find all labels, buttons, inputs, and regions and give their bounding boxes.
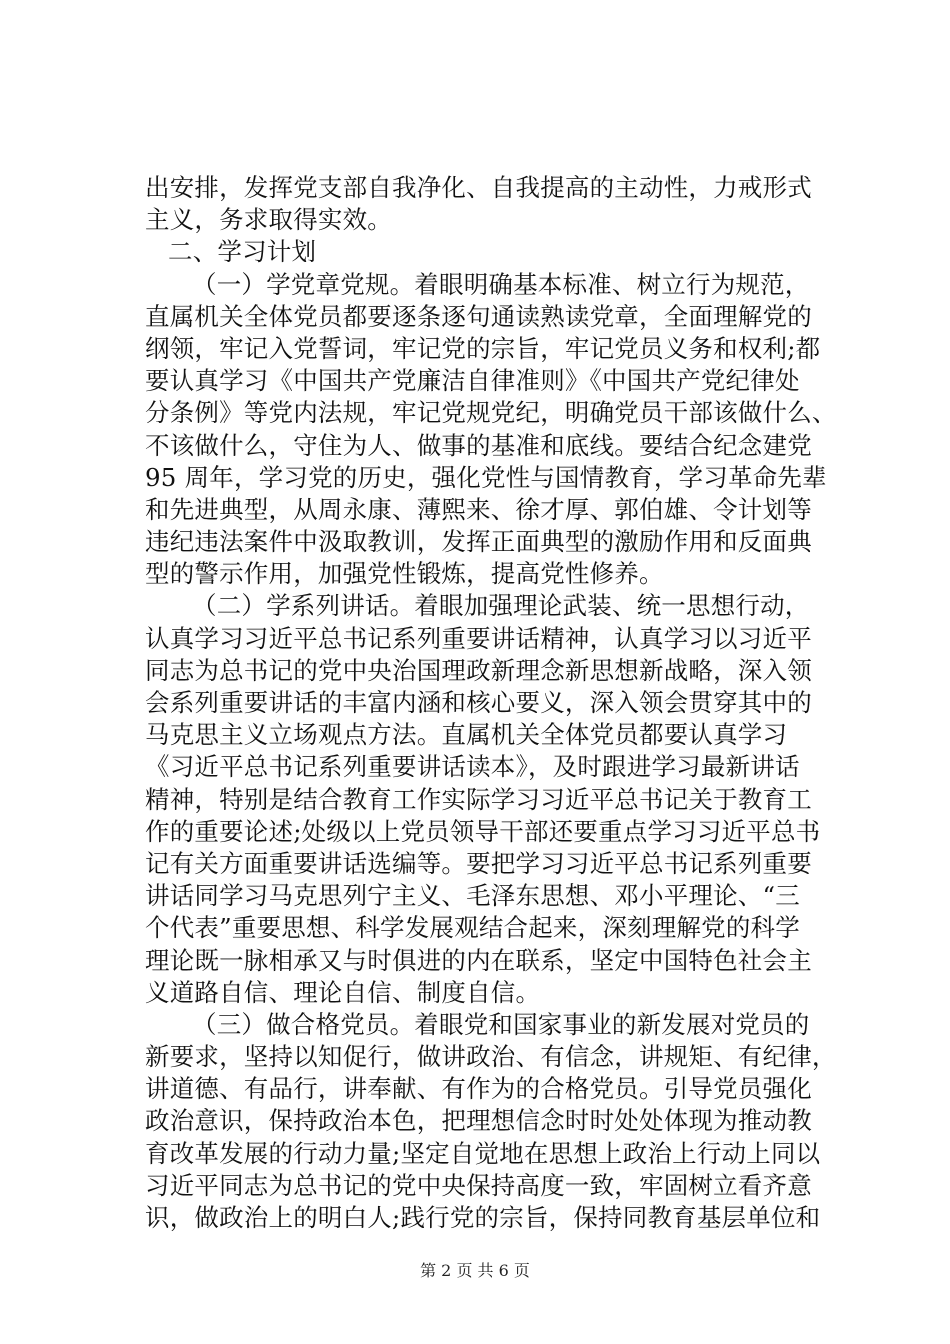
text-line: 理论既一脉相承又与时俱进的内在联系，坚定中国特色社会主 — [145, 945, 812, 975]
text-line: 违纪违法案件中汲取教训，发挥正面典型的激励作用和反面典 — [145, 527, 812, 557]
paragraph-start: （一）学党章党规。着眼明确基本标准、树立行为规范， — [192, 269, 810, 299]
paragraph-start: （二）学系列讲话。着眼加强理论武装、统一思想行动， — [192, 591, 810, 621]
text-line: 讲道德、有品行，讲奉献、有作为的合格党员。引导党员强化 — [145, 1074, 812, 1104]
text-line: 型的警示作用，加强党性锻炼，提高党性修养。 — [145, 559, 664, 589]
paragraph-start: （三）做合格党员。着眼党和国家事业的新发展对党员的 — [192, 1009, 810, 1039]
text-line: 纲领，牢记入党誓词，牢记党的宗旨，牢记党员义务和权利;都 — [145, 333, 821, 363]
text-line: 政治意识，保持政治本色，把理想信念时时处处体现为推动教 — [145, 1106, 812, 1136]
text-line: 认真学习习近平总书记系列重要讲话精神，认真学习以习近平 — [145, 623, 812, 653]
text-line: 不该做什么，守住为人、做事的基准和底线。要结合纪念建党 — [145, 430, 812, 460]
text-line: 直属机关全体党员都要逐条逐句通读熟读党章，全面理解党的 — [145, 301, 812, 331]
text-line: 95 周年，学习党的历史，强化党性与国情教育，学习革命先辈 — [145, 462, 827, 492]
text-line: 育改革发展的行动力量;坚定自觉地在思想上政治上行动上同以 — [145, 1138, 821, 1168]
text-line: 要认真学习《中国共产党廉洁自律准则》《中国共产党纪律处 — [145, 366, 800, 396]
text-line: 讲话同学习马克思列宁主义、毛泽东思想、邓小平理论、“三 — [145, 881, 800, 911]
text-line: 个代表”重要思想、科学发展观结合起来，深刻理解党的科学 — [145, 913, 800, 943]
text-line: 义道路自信、理论自信、制度自信。 — [145, 977, 541, 1007]
text-line: 马克思主义立场观点方法。直属机关全体党员都要认真学习 — [145, 720, 788, 750]
text-line: 出安排，发挥党支部自我净化、自我提高的主动性，力戒形式 — [145, 173, 812, 202]
text-line: 和先进典型，从周永康、薄熙来、徐才厚、郭伯雄、令计划等 — [145, 494, 812, 524]
page-number-footer: 第 2 页 共 6 页 — [420, 1261, 530, 1280]
text-line: 《习近平总书记系列重要讲话读本》，及时跟进学习最新讲话 — [145, 752, 800, 782]
text-line: 分条例》等党内法规，牢记党规党纪，明确党员干部该做什么、 — [145, 398, 837, 428]
text-line: 会系列重要讲话的丰富内涵和核心要义，深入领会贯穿其中的 — [145, 688, 812, 717]
section-heading: 二、学习计划 — [168, 237, 317, 267]
text-line: 精神，特别是结合教育工作实际学习习近平总书记关于教育工 — [145, 784, 812, 814]
document-body — [145, 172, 845, 1234]
text-line: 新要求，坚持以知促行，做讲政治、有信念，讲规矩、有纪律， — [145, 1042, 837, 1072]
text-line: 习近平同志为总书记的党中央保持高度一致，牢固树立看齐意 — [145, 1170, 812, 1200]
text-line: 同志为总书记的党中央治国理政新理念新思想新战略，深入领 — [145, 655, 812, 685]
text-line: 主义，务求取得实效。 — [145, 205, 392, 235]
text-line: 记有关方面重要讲话选编等。要把学习习近平总书记系列重要 — [145, 848, 812, 878]
text-line: 识，做政治上的明白人;践行党的宗旨，保持同教育基层单位和 — [145, 1203, 821, 1232]
text-line: 作的重要论述;处级以上党员领导干部还要重点学习习近平总书 — [145, 816, 821, 846]
